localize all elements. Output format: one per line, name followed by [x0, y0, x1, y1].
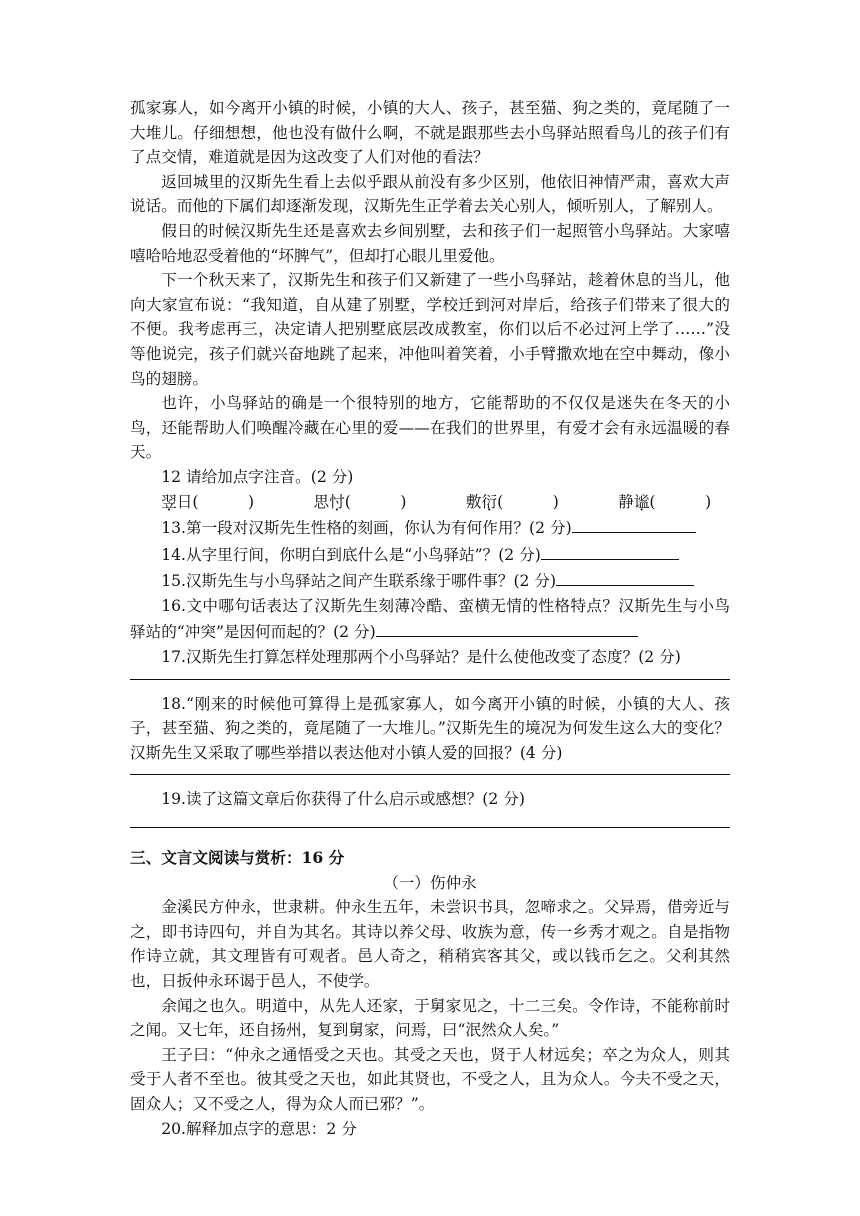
question-14: 14.从字里行间，你明白到底什么是“小鸟驿站”？(2 分) — [130, 541, 730, 568]
dotted-char: 谧 — [633, 492, 650, 511]
question-19: 19.读了这篇文章后你获得了什么启示或感想？(2 分) — [161, 790, 525, 809]
pinyin-item[interactable]: 翌日( ) — [161, 492, 255, 511]
question-15: 15.汉斯先生与小鸟驿站之间产生联系缘于哪件事？(2 分) — [130, 567, 730, 594]
answer-line[interactable] — [130, 826, 730, 828]
passage-paragraph-3: 假日的时候汉斯先生还是喜欢去乡间别墅，去和孩子们一起照管小鸟驿站。大家嘻嘻哈哈地忍受着他的“坏脾气”，但却打心眼儿里爱他。 — [130, 221, 730, 265]
passage-paragraph-5: 也许，小鸟驿站的确是一个很特别的地方，它能帮助的不仅仅是迷失在冬天的小鸟，还能帮助人们唤醒冷藏在心里的爱——在我们的世界里，有爱才会有永远温暖的春天。 — [130, 394, 730, 462]
question-18: 18.“刚来的时候他可算得上是孤家寡人，如今离开小镇的时候，小镇的大人、孩子，甚至猫、狗之类的，竟尾随了一大堆儿。”汉斯先生的境况为何发生这么大的变化？汉斯先生又采取了哪些举措以表达他对小镇人爱的回报？(4 分) — [130, 694, 730, 762]
passage-paragraph-1: 孤家寡人，如今离开小镇的时候，小镇的大人、孩子，甚至猫、狗之类的，竟尾随了一大堆儿。仔细想想，他也没有做什么啊，不就是跟那些去小鸟驿站照看鸟儿的孩子们有了点交情，难道就是因为这改变了人们对他的看法？ — [130, 99, 730, 167]
question-17: 17.汉斯先生打算怎样处理那两个小鸟驿站？是什么使他改变了态度？(2 分) — [161, 648, 681, 667]
pinyin-item[interactable]: 静谧( ) — [618, 492, 712, 511]
passage-paragraph-2: 返回城里的汉斯先生看上去似乎跟从前没有多少区别，他依旧神情严肃，喜欢大声说话。而他的下属们却逐渐发现，汉斯先生正学着去关心别人，倾听别人，了解别人。 — [130, 172, 730, 216]
passage-paragraph-4: 下一个秋天来了，汉斯先生和孩子们又新建了一些小鸟驿站，趁着休息的当儿，他向大家宣布说：“我知道，自从建了别墅，学校迁到河对岸后，给孩子们带来了很大的不便。我考虑再三，决定请人把别墅底层改成教室，你们以后不必过河上学了……”没等他说完，孩子们就兴奋地跳了起来，冲他叫着笑着，小手臂撒欢地在空中舞动，像小鸟的翅膀。 — [130, 271, 730, 388]
pinyin-row — [130, 490, 711, 515]
pinyin-item[interactable]: 思忖( ) — [313, 492, 407, 511]
dotted-char: 翌 — [161, 492, 177, 511]
question-20: 20.解释加点字的意思：2 分 — [161, 1119, 357, 1138]
exam-page — [130, 96, 730, 1141]
dotted-char: 衍 — [481, 492, 498, 511]
pinyin-item[interactable]: 敷衍( ) — [465, 492, 559, 511]
question-12: 12 请给加点字注音。(2 分) — [161, 467, 354, 486]
question-13: 13.第一段对汉斯先生性格的刻画，你认为有何作用？(2 分) — [130, 514, 730, 541]
classical-paragraph-1: 金溪民方仲永，世隶耕。仲永生五年，未尝识书具，忽啼求之。父异焉，借旁近与之，即书诗四句，并自为其名。其诗以养父母、收族为意，传一乡秀才观之。自是指物作诗立就，其文理皆有可观者。邑人奇之，稍稍宾客其父，或以钱币乞之。父利其然也，日扳仲永环谒于邑人，不使学。 — [130, 898, 730, 990]
answer-line[interactable] — [130, 773, 730, 775]
answer-line[interactable] — [376, 618, 638, 637]
dotted-char: 忖 — [329, 492, 345, 511]
answer-line[interactable] — [541, 541, 679, 560]
section-heading: 三、文言文阅读与赏析：16 分 — [130, 848, 345, 868]
answer-line[interactable] — [556, 567, 694, 586]
answer-line[interactable] — [572, 514, 696, 533]
answer-line[interactable] — [130, 678, 730, 680]
classical-paragraph-3: 王子曰：“仲永之通悟受之天也。其受之天也，贤于人材远矣；卒之为众人，则其受于人者不至也。彼其受之天也，如此其贤也，不受之人，且为众人。今夫不受之天，固众人；又不受之人，得为众人而已邪？”。 — [130, 1045, 730, 1113]
question-16: 16.文中哪句话表达了汉斯先生刻薄冷酷、蛮横无情的性格特点？汉斯先生与小鸟驿站的“冲突”是因何而起的？(2 分) — [130, 596, 730, 642]
classical-paragraph-2: 余闻之也久。明道中，从先人还家，于舅家见之，十二三矣。令作诗，不能称前时之闻。又七年，还自扬州，复到舅家，问焉，曰“泯然众人矣。” — [130, 996, 730, 1040]
text-title: （一）伤仲永 — [383, 873, 477, 892]
